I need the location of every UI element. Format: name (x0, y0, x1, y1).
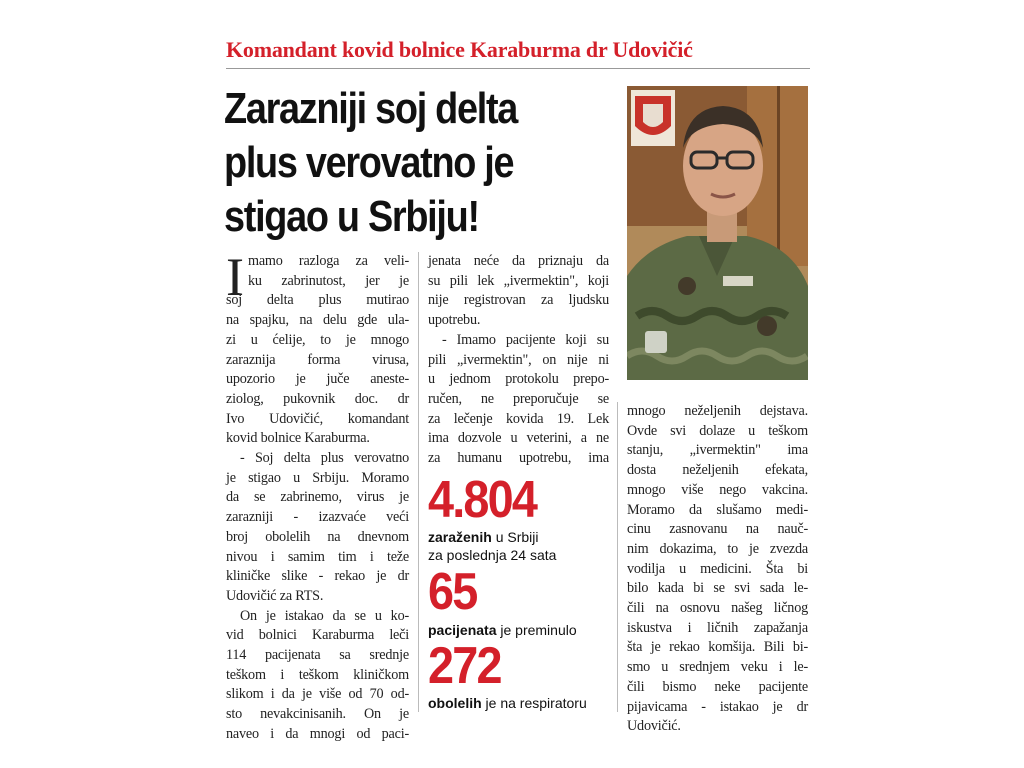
text-line: zarazniji - izazvaće veći (226, 509, 409, 526)
text-line: šta je rekao komšija. Bili bi- (627, 639, 808, 656)
text-line: mamo razloga za veli- (248, 253, 409, 269)
text-line: smo u srednjem veku i le- (627, 659, 808, 676)
stat-infected-value: 4.804 (428, 471, 537, 529)
text-line: naveo i da mnogi od paci- (226, 725, 409, 742)
text-line: ku zabrinutost, jer je (248, 272, 409, 289)
text-line: zaraznija forma virusa, (226, 351, 409, 368)
text-line: dosta neželjenih efekata, (627, 462, 808, 479)
text-line: - Imamo pacijente koji su (442, 331, 609, 348)
text-line: Udovičić za RTS. (226, 587, 324, 604)
text-line: da se zabrinemo, virus je (226, 489, 409, 506)
text-line: slikom i da je više od 70 od- (226, 686, 409, 703)
stat-label-bold: zaraženih (428, 529, 492, 545)
stat-respirator-value: 272 (428, 637, 501, 695)
drop-cap: I (226, 247, 244, 307)
column-divider (617, 402, 618, 712)
stat-label-text: je preminulo (496, 622, 577, 638)
text-line: Ivo Udovičić, komandant (226, 410, 409, 427)
text-line: mnogo više nego vakcina. (627, 481, 808, 498)
headline-line: stigao u Srbiju! (224, 192, 479, 241)
stat-label-text: je na respiratoru (481, 695, 587, 711)
text-line: 114 pacijenata sa srednje (226, 647, 409, 664)
stat-label-bold: obolelih (428, 695, 482, 711)
text-line: Udovičić. (627, 718, 681, 735)
stat-infected-label (428, 528, 539, 546)
text-line: je stigao u Srbiju. Moramo (226, 469, 409, 486)
text-line: kovid bolnice Karaburma. (226, 430, 370, 447)
kicker-rule (226, 68, 810, 69)
text-line: jenata neće da priznaju da (428, 253, 609, 269)
portrait-illustration (627, 86, 808, 380)
text-line: nivou i samim tim i teže (226, 548, 409, 565)
text-line: - Soj delta plus verovatno (240, 450, 409, 467)
text-line: su pili lek „ivermektin", koji (428, 272, 609, 289)
text-line: vodilja u medicini. Šta bi (627, 560, 808, 577)
text-line: nim dokazima, to je zvezda (627, 540, 808, 557)
text-line: upotrebu. (428, 312, 481, 329)
text-line: mnogo neželjenih dejstava. (627, 403, 808, 419)
text-line: u jednom protokolu prepo- (428, 371, 609, 388)
text-line: za humanu upotrebu, ima (428, 450, 609, 467)
text-line: stanju, „ivermektin" ima (627, 442, 808, 459)
headline-line: plus verovatno je (224, 138, 514, 187)
text-line: zi u ćelije, to je mnogo (226, 331, 409, 348)
text-line: bilo kada bi se svi sada le- (627, 580, 808, 597)
article-column-3 (627, 402, 808, 737)
text-line: ručen, ne preporučuje se (428, 390, 609, 407)
text-line: cinu zasnovanu na nauč- (627, 521, 808, 538)
article-column-2 (428, 252, 609, 469)
text-line: On je istakao da se u ko- (240, 607, 409, 624)
text-line: pili „ivermektin", on nije ni (428, 351, 609, 368)
stat-respirator-label (428, 694, 587, 712)
text-line: teškom i teškom kliničkom (226, 666, 409, 683)
column-divider (418, 252, 419, 712)
stat-infected-period: za poslednja 24 sata (428, 547, 557, 563)
text-line: vid bolnici Karaburma leči (226, 627, 409, 644)
text-line: čili bismo neke pacijente (627, 678, 808, 695)
text-line: iskustva i ličnih zapažanja (627, 619, 808, 636)
text-line: na spajku, na delu gde ula- (226, 312, 409, 329)
text-line: nije registrovan za ljudsku (428, 292, 609, 309)
text-line: sto nevakcinisanih. On je (226, 706, 409, 723)
text-line: soj delta plus mutirao (226, 292, 409, 309)
stat-label-bold: pacijenata (428, 622, 497, 638)
text-line: broj obolelih na dnevnom (226, 528, 409, 545)
text-line: Moramo da slušamo medi- (627, 501, 808, 518)
text-line: upozorio je juče aneste- (226, 371, 409, 388)
portrait-photo (627, 86, 808, 380)
text-line: ziolog, pukovnik doc. dr (226, 390, 409, 407)
headline-line: Zarazniji soj delta (224, 84, 518, 133)
article-column-1 (226, 247, 409, 745)
headline (224, 82, 561, 244)
text-line: čili na osnovu našeg ličnog (627, 600, 808, 617)
text-line: Ovde svi dolaze u teškom (627, 422, 808, 439)
text-line: za lečenje kovida 19. Lek (428, 410, 609, 427)
kicker-title: Komandant kovid bolnice Karaburma dr Udovičić (226, 37, 693, 62)
text-line: ima dozvole u veterini, a ne (428, 430, 609, 447)
text-line: kliničke slike - rekao je dr (226, 568, 409, 585)
stat-label-text: u Srbiji (491, 529, 539, 545)
text-line: pijavicama - istakao je dr (627, 698, 808, 715)
stat-deaths-value: 65 (428, 563, 477, 621)
